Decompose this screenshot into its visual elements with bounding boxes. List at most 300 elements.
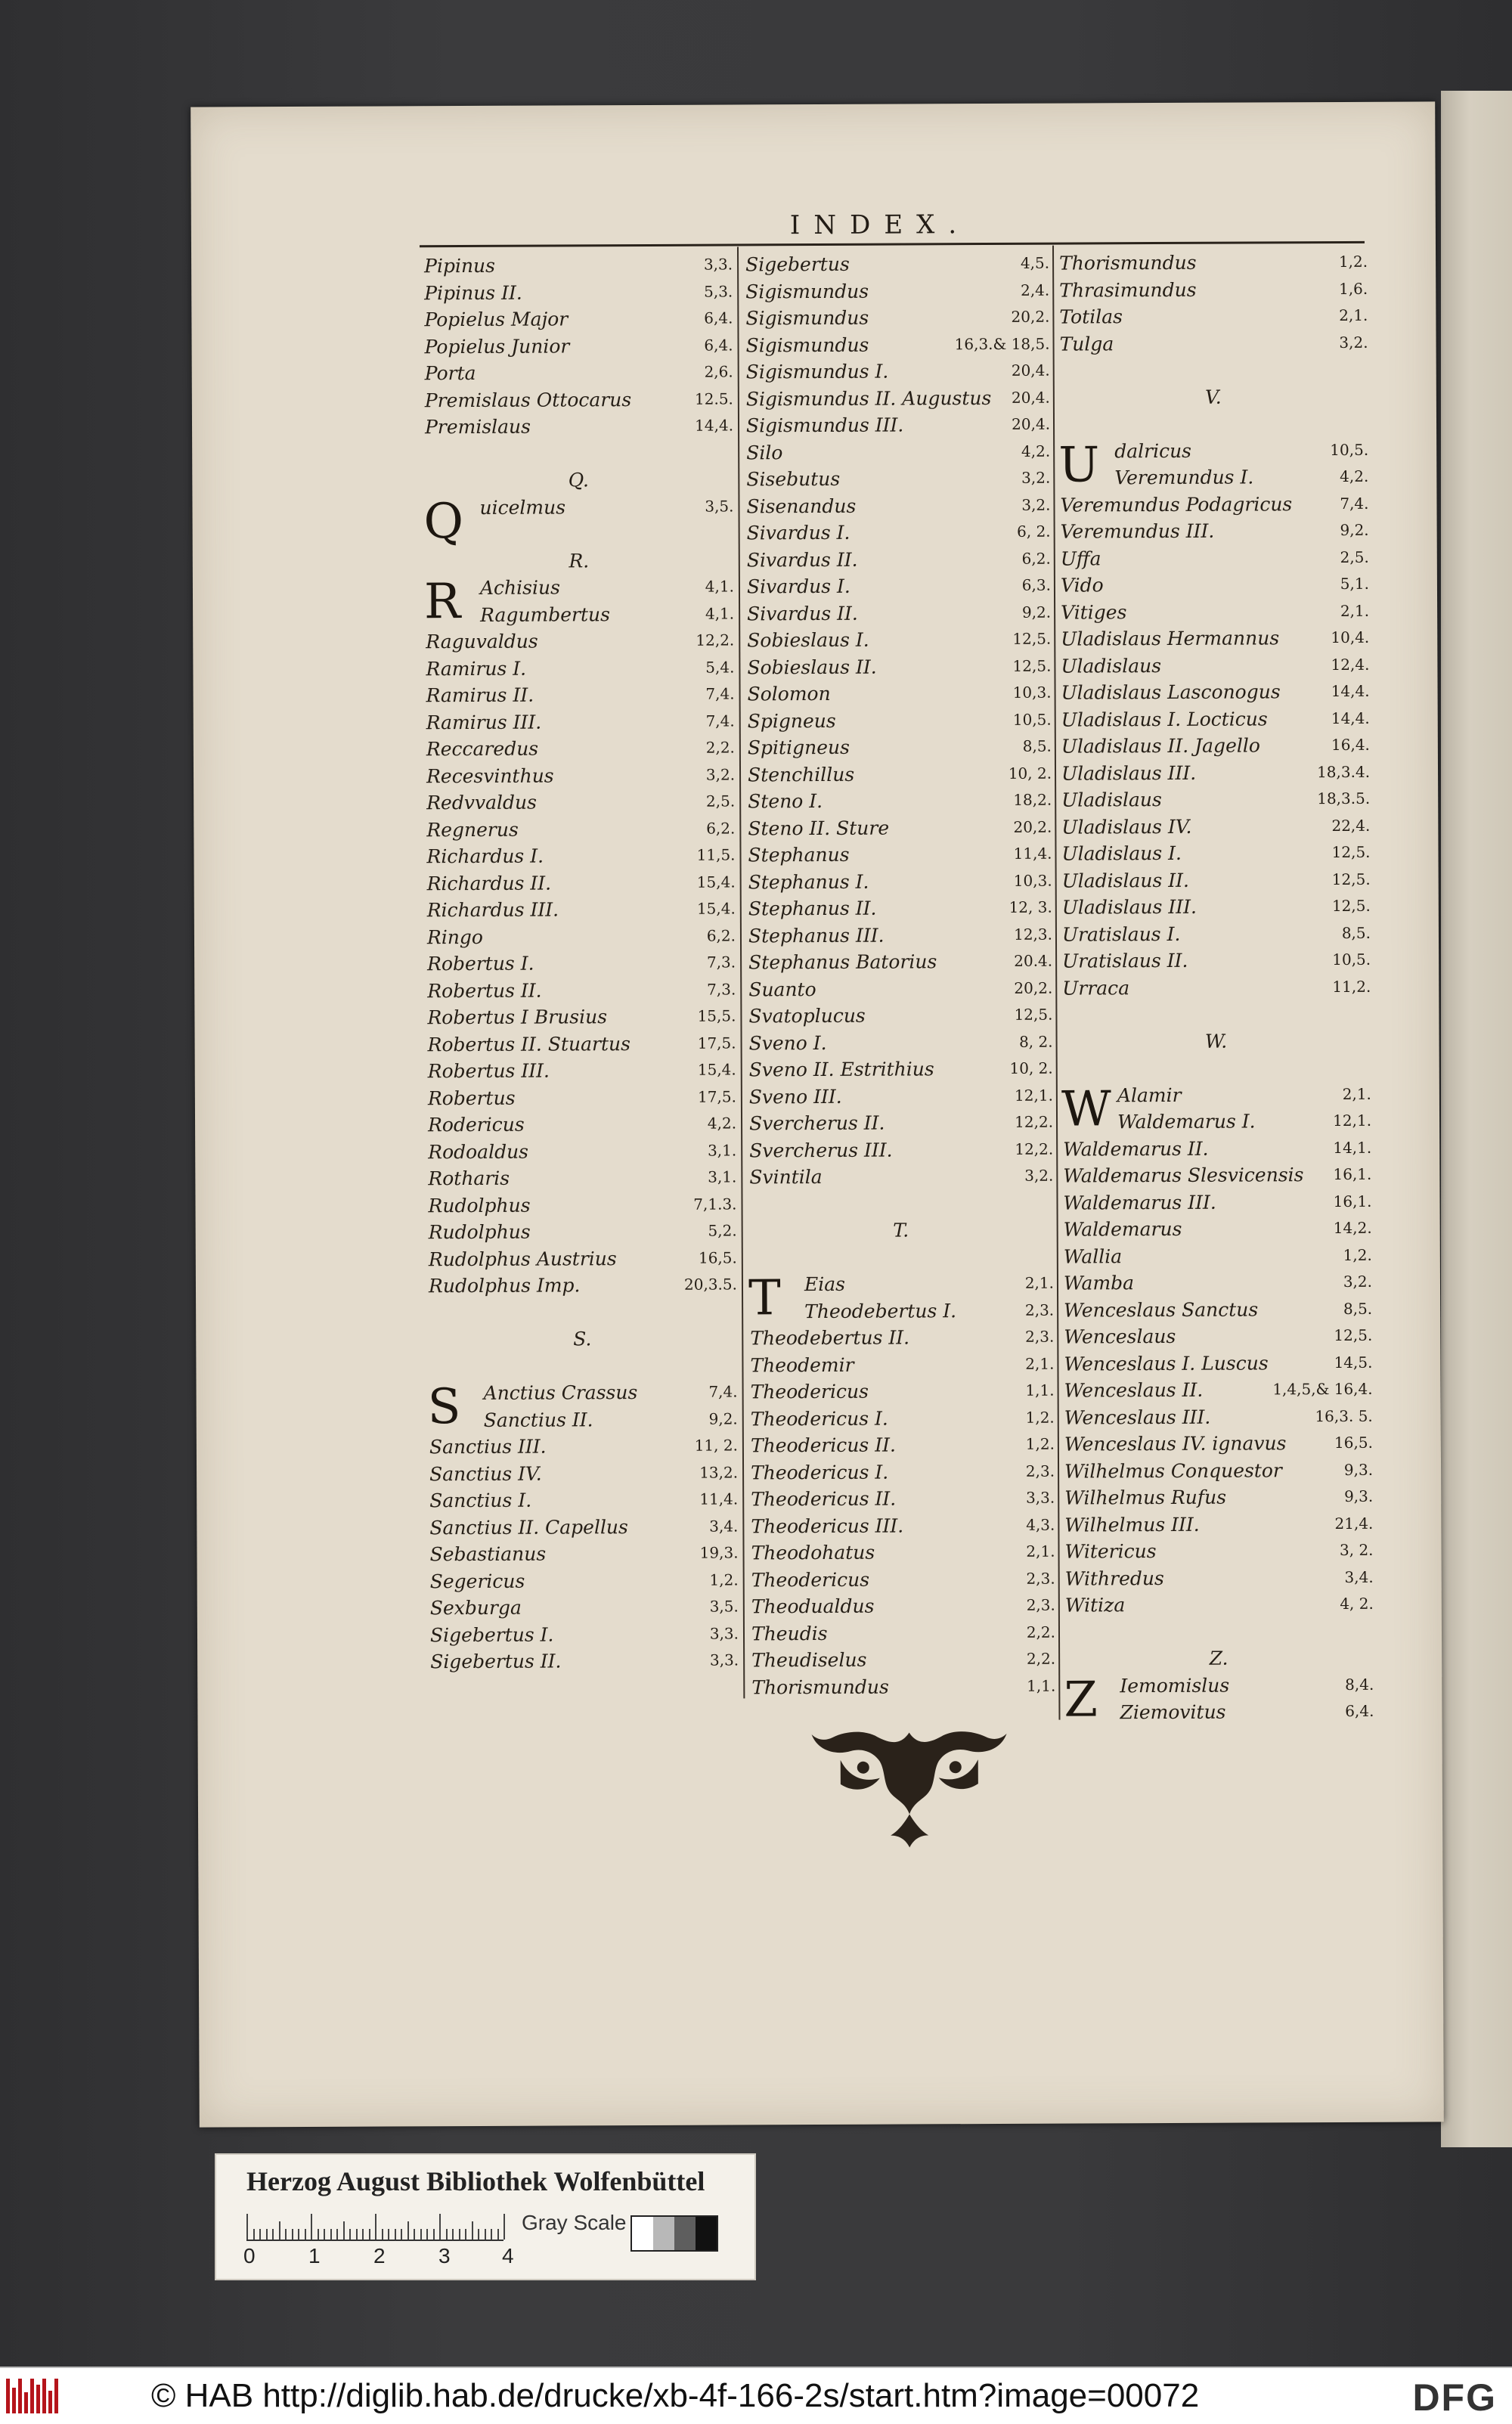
ruler-tick xyxy=(388,2229,389,2240)
index-entry xyxy=(423,976,739,1004)
entry-page-ref: 18,3.4. xyxy=(1316,762,1371,781)
entry-name: Svercherus II. xyxy=(748,1111,885,1135)
letter-heading-text: R. xyxy=(569,549,590,572)
index-entry xyxy=(744,894,1055,922)
spacer xyxy=(1061,1617,1377,1645)
index-entry xyxy=(745,1324,1057,1352)
entry-page-ref: 2,5. xyxy=(1340,547,1369,566)
spacer xyxy=(745,1243,1057,1271)
index-entry xyxy=(1057,812,1373,840)
entry-page-ref: 3,4. xyxy=(709,1516,739,1536)
index-entry xyxy=(743,706,1055,734)
entry-name: Redvvaldus xyxy=(426,791,537,814)
entry-name: Raguvaldus xyxy=(426,630,538,653)
entry-name: Sveno II. Estrithius xyxy=(748,1058,934,1081)
entry-name: Rodoaldus xyxy=(428,1140,529,1163)
index-entry xyxy=(423,869,739,897)
entry-page-ref: 3,3. xyxy=(1025,1488,1055,1507)
entry-page-ref: 10,4. xyxy=(1331,628,1370,647)
entry-page-ref: 4,3. xyxy=(1026,1515,1055,1534)
entry-name: Rudolphus Imp. xyxy=(428,1274,581,1297)
entry-page-ref: 2,2. xyxy=(1026,1649,1056,1668)
entry-page-ref: 14,1. xyxy=(1333,1138,1372,1157)
entry-page-ref: 3,3. xyxy=(703,255,733,274)
index-entry xyxy=(743,760,1055,788)
index-entry xyxy=(743,814,1055,842)
entry-name: Segericus xyxy=(429,1570,525,1592)
ruler-tick xyxy=(369,2229,370,2240)
ruler-number: 3 xyxy=(438,2244,451,2267)
entry-name: Uffa xyxy=(1060,547,1101,570)
entry-page-ref: 4,2. xyxy=(1021,442,1051,460)
entry-page-ref: 4, 2. xyxy=(1340,1594,1374,1613)
entry-page-ref: 12, 3. xyxy=(1009,897,1052,916)
entry-page-ref: 20,3.5. xyxy=(683,1275,738,1294)
index-entry xyxy=(745,1082,1056,1110)
entry-page-ref: 20,2. xyxy=(1013,817,1052,836)
entry-page-ref: 6,2. xyxy=(706,925,736,945)
entry-page-ref: 12,3. xyxy=(1014,925,1053,944)
index-entry xyxy=(745,1028,1056,1056)
entry-name: Popielus Major xyxy=(424,308,569,331)
entry-name: Svintila xyxy=(749,1165,823,1189)
entry-page-ref: 12,2. xyxy=(1015,1112,1054,1131)
index-entry xyxy=(1055,329,1371,357)
entry-name: Richardus II. xyxy=(426,872,552,894)
ruler-tick xyxy=(503,2214,505,2240)
entry-name: Wamba xyxy=(1063,1272,1135,1294)
library-name: Herzog August Bibliothek Wolfenbüttel xyxy=(246,2166,705,2196)
index-entry xyxy=(1059,1295,1375,1323)
entry-page-ref: 2,1. xyxy=(1026,1542,1055,1561)
entry-name: Stenchillus xyxy=(747,763,855,786)
index-column-3 xyxy=(1055,249,1377,1726)
entry-name: Achisius xyxy=(479,576,560,599)
letter-heading xyxy=(745,1217,1057,1245)
ruler-tick xyxy=(311,2214,312,2240)
index-entry xyxy=(424,1245,740,1272)
entry-page-ref: 3, 2. xyxy=(1339,1540,1374,1559)
ruler-tick xyxy=(382,2229,383,2240)
grayscale-label: Gray Scale xyxy=(522,2211,627,2234)
index-entry xyxy=(1060,1430,1376,1458)
entry-page-ref: 16,1. xyxy=(1333,1164,1372,1184)
entry-name: Sigebertus xyxy=(745,253,850,276)
ruler-tick xyxy=(446,2229,448,2240)
spacer xyxy=(424,1352,740,1380)
index-entry xyxy=(1058,893,1374,921)
index-column-2 xyxy=(741,250,1058,1701)
index-entry xyxy=(423,1056,739,1084)
ruler-tick xyxy=(305,2229,306,2240)
index-entry xyxy=(423,1030,739,1058)
entry-page-ref: 3,3. xyxy=(709,1651,739,1669)
entry-name: Suanto xyxy=(748,978,816,1000)
index-entry xyxy=(1060,1456,1376,1484)
entry-name: Reccaredus xyxy=(426,737,539,761)
entry-name: Ragumbertus xyxy=(480,603,611,626)
index-entry xyxy=(1058,1188,1374,1216)
index-entry xyxy=(425,1406,741,1434)
entry-page-ref: 16,5. xyxy=(698,1248,737,1267)
entry-name: Premislaus xyxy=(424,415,531,439)
index-entry xyxy=(1060,1376,1376,1404)
ornament-icon xyxy=(810,1725,1009,1849)
entry-page-ref: 12,5. xyxy=(1334,1325,1373,1345)
ruler-tick xyxy=(485,2229,486,2240)
entry-page-ref: 20,4. xyxy=(1011,361,1050,380)
index-entry xyxy=(1056,517,1372,545)
index-entry xyxy=(423,949,739,977)
entry-page-ref: 1,4,5,& 16,4. xyxy=(1272,1379,1373,1399)
entry-page-ref: 2,1. xyxy=(1024,1273,1055,1292)
index-entry xyxy=(426,1620,742,1648)
entry-page-ref: 6, 2. xyxy=(1017,522,1051,541)
entry-page-ref: 7,1.3. xyxy=(693,1194,737,1214)
ruler-tick xyxy=(279,2221,280,2240)
entry-page-ref: 4,2. xyxy=(1340,467,1369,485)
entry-name: Uladislaus III. xyxy=(1061,895,1198,919)
entry-name: Sveno I. xyxy=(748,1031,827,1054)
index-entry xyxy=(747,1565,1058,1593)
entry-name: Uladislaus Hermannus xyxy=(1061,627,1280,650)
entry-page-ref: 16,3.& 18,5. xyxy=(954,334,1050,353)
entry-name: Theodericus II. xyxy=(751,1487,897,1511)
entry-page-ref: 2,5. xyxy=(705,792,736,811)
index-entry xyxy=(423,1137,739,1165)
index-entry xyxy=(425,1513,741,1541)
ruler-tick xyxy=(401,2229,402,2240)
ruler-tick xyxy=(478,2229,479,2240)
entry-page-ref: 1,2. xyxy=(1025,1408,1055,1427)
entry-page-ref: 12,5. xyxy=(1331,896,1371,916)
entry-name: Popielus Junior xyxy=(424,334,570,358)
entry-page-ref: 3,1. xyxy=(707,1140,737,1160)
ruler-tick xyxy=(318,2229,319,2240)
ruler-tick xyxy=(420,2229,422,2240)
index-entry xyxy=(423,1164,739,1192)
entry-page-ref: 16,3. 5. xyxy=(1315,1406,1373,1425)
drop-capital: R xyxy=(423,574,461,631)
index-entry xyxy=(1058,866,1374,894)
entry-name: Theudis xyxy=(751,1622,828,1644)
entry-page-ref: 10,3. xyxy=(1013,871,1052,890)
entry-page-ref: 10,5. xyxy=(1332,950,1371,969)
entry-name: Steno II. Sture xyxy=(748,817,890,839)
entry-name: Uladislaus II. Jagello xyxy=(1061,734,1260,758)
index-entry xyxy=(421,600,737,628)
index-entry xyxy=(422,708,738,736)
entry-page-ref: 4,1. xyxy=(705,577,735,596)
entry-page-ref: 12,5. xyxy=(1012,629,1052,648)
entry-page-ref: 11,4. xyxy=(699,1489,739,1508)
entry-page-ref: 1,2. xyxy=(1338,252,1368,271)
entry-name: Rudolphus Austrius xyxy=(428,1247,617,1270)
entry-page-ref: 11,5. xyxy=(696,845,736,864)
entry-page-ref: 9,3. xyxy=(1343,1460,1374,1479)
entry-page-ref: 3,5. xyxy=(709,1597,739,1616)
entry-name: Sanctius I. xyxy=(429,1489,532,1512)
entry-name: Spitigneus xyxy=(747,736,850,759)
index-entry xyxy=(421,654,737,682)
entry-name: Sanctius IV. xyxy=(429,1462,542,1485)
entry-name: Robertus I Brusius xyxy=(427,1006,608,1029)
ruler-tick xyxy=(246,2214,248,2240)
entry-page-ref: 14,4. xyxy=(695,416,734,435)
index-entry xyxy=(1058,1108,1374,1136)
entry-page-ref: 4,2. xyxy=(707,1114,737,1133)
entry-name: Sigismundus xyxy=(745,333,869,356)
entry-name: Regnerus xyxy=(426,818,519,841)
entry-name: Waldemarus Slesvicensis xyxy=(1063,1164,1304,1187)
index-entry xyxy=(1056,571,1372,599)
ruler-number: 0 xyxy=(243,2244,256,2267)
entry-page-ref: 17,5. xyxy=(697,1086,736,1106)
index-entry xyxy=(1061,1564,1377,1592)
index-entry xyxy=(1057,758,1373,786)
letter-heading xyxy=(1055,383,1371,411)
header-rule xyxy=(420,241,1365,247)
copyright-url[interactable]: © HAB http://diglib.hab.de/drucke/xb-4f-166-2s/start.htm?image=00072 xyxy=(151,2377,1200,2414)
scale-ruler xyxy=(246,2209,503,2241)
entry-name: Veremundus I. xyxy=(1114,466,1254,489)
entry-page-ref: 15,4. xyxy=(696,899,736,918)
entry-name: Robertus II. Stuartus xyxy=(427,1032,631,1055)
entry-name: Wenceslaus IV. ignavus xyxy=(1064,1432,1287,1455)
entry-page-ref: 7,4. xyxy=(708,1382,738,1401)
index-entry xyxy=(422,842,738,869)
entry-page-ref: 17,5. xyxy=(697,1033,736,1052)
ruler-number: 1 xyxy=(308,2244,321,2267)
entry-page-ref: 2,3. xyxy=(1024,1300,1055,1319)
entry-name: Sigismundus III. xyxy=(745,414,904,437)
entry-name: Waldemarus II. xyxy=(1063,1137,1209,1161)
index-entry xyxy=(1058,947,1374,975)
index-entry xyxy=(420,305,736,333)
drop-capital: Q xyxy=(423,493,464,550)
entry-page-ref: 7,4. xyxy=(705,711,735,730)
entry-name: Thrasimundus xyxy=(1059,278,1197,302)
ruler-tick xyxy=(336,2229,338,2240)
entry-name: Anctius Crassus xyxy=(483,1381,638,1404)
entry-page-ref: 6,4. xyxy=(1345,1701,1374,1720)
entry-page-ref: 20,4. xyxy=(1012,414,1051,433)
ruler-tick xyxy=(330,2229,332,2240)
index-entry xyxy=(742,572,1054,600)
entry-name: Witericus xyxy=(1064,1540,1157,1563)
entry-name: Wallia xyxy=(1063,1245,1123,1268)
entry-page-ref: 2,2. xyxy=(1026,1623,1056,1641)
entry-name: Sigismundus xyxy=(745,306,869,330)
entry-page-ref: 2,1. xyxy=(1340,601,1370,620)
entry-name: Solomon xyxy=(747,682,831,705)
index-entry xyxy=(742,491,1053,519)
entry-name: Uladislaus II. xyxy=(1061,869,1189,892)
index-entry xyxy=(424,1271,740,1299)
entry-name: Ramirus II. xyxy=(426,683,534,707)
entry-name: Theodualdus xyxy=(751,1595,875,1618)
index-entry xyxy=(420,332,736,360)
index-entry xyxy=(1055,463,1371,491)
entry-name: Rodericus xyxy=(427,1113,525,1136)
entry-name: Wilhelmus III. xyxy=(1064,1513,1200,1536)
entry-name: Uladislaus I. Locticus xyxy=(1061,707,1268,731)
index-entry xyxy=(742,438,1053,466)
entry-page-ref: 3,2. xyxy=(1339,333,1368,352)
entry-page-ref: 6,2. xyxy=(706,818,736,838)
entry-name: Waldemarus I. xyxy=(1117,1110,1256,1133)
spacer xyxy=(1058,1054,1374,1082)
index-entry xyxy=(742,599,1054,627)
entry-page-ref: 9,2. xyxy=(708,1409,738,1428)
entry-page-ref: 20.4. xyxy=(1014,951,1053,970)
entry-page-ref: 3,2. xyxy=(705,764,736,784)
entry-name: Uladislaus xyxy=(1061,654,1162,677)
entry-page-ref: 1,2. xyxy=(709,1570,739,1589)
entry-name: Ramirus I. xyxy=(426,657,527,680)
entry-page-ref: 7,4. xyxy=(1340,494,1369,513)
ruler-tick xyxy=(452,2229,454,2240)
entry-page-ref: 7,3. xyxy=(707,979,736,999)
entry-page-ref: 7,4. xyxy=(705,684,735,703)
ruler-tick xyxy=(426,2229,428,2240)
letter-heading-text: S. xyxy=(573,1328,592,1350)
index-entry xyxy=(423,895,739,923)
ruler-tick xyxy=(439,2214,441,2240)
index-entry xyxy=(421,627,737,655)
index-entry xyxy=(420,278,736,306)
index-entry xyxy=(745,1163,1056,1191)
index-entry xyxy=(423,1003,739,1031)
entry-name: Vitiges xyxy=(1061,600,1127,624)
index-entry xyxy=(745,1109,1056,1137)
index-entry xyxy=(423,1083,739,1111)
index-entry xyxy=(1058,1161,1374,1189)
entry-page-ref: 14,4. xyxy=(1331,681,1370,701)
entry-name: Pipinus xyxy=(424,254,496,277)
letter-heading xyxy=(1061,1644,1377,1672)
letter-heading-text: Q. xyxy=(568,469,589,491)
entry-name: Totilas xyxy=(1059,305,1123,328)
entry-name: Stephanus II. xyxy=(748,897,877,920)
letter-heading xyxy=(1058,1027,1374,1055)
entry-page-ref: 22,4. xyxy=(1331,816,1371,835)
entry-page-ref: 6,3. xyxy=(1021,575,1051,594)
entry-name: Svercherus III. xyxy=(749,1139,893,1161)
entry-name: Uladislaus IV. xyxy=(1061,815,1192,838)
entry-page-ref: 12,5. xyxy=(1012,656,1052,675)
entry-name: Uladislaus I. xyxy=(1061,842,1182,865)
index-entry xyxy=(1055,302,1371,330)
entry-name: Sigismundus xyxy=(745,280,869,302)
index-entry xyxy=(1056,678,1372,706)
index-entry xyxy=(744,948,1055,976)
index-entry xyxy=(1058,919,1374,947)
entry-page-ref: 5,3. xyxy=(704,281,733,301)
entry-name: Theodemir xyxy=(750,1353,854,1376)
index-entry xyxy=(1055,275,1371,303)
letter-heading xyxy=(421,547,737,575)
index-entry xyxy=(420,493,736,550)
entry-page-ref: 2,1. xyxy=(1339,305,1368,324)
entry-page-ref: 16,5. xyxy=(1334,1433,1373,1452)
entry-name: Sobieslaus I. xyxy=(747,628,869,652)
ruler-tick xyxy=(472,2221,473,2240)
index-entry xyxy=(1060,1510,1376,1538)
index-entry xyxy=(423,1191,739,1219)
index-entry xyxy=(744,975,1055,1003)
index-entry xyxy=(422,788,738,816)
index-entry xyxy=(1055,249,1371,277)
entry-page-ref: 16,4. xyxy=(1331,735,1370,755)
entry-name: Wenceslaus Sanctus xyxy=(1064,1297,1259,1322)
entry-name: Rotharis xyxy=(428,1167,510,1190)
entry-name: Waldemarus III. xyxy=(1063,1191,1216,1214)
entry-name: Stephanus xyxy=(748,843,850,866)
index-entry xyxy=(741,330,1052,358)
entry-name: Robertus III. xyxy=(427,1059,550,1083)
index-entry xyxy=(426,1567,742,1595)
index-entry xyxy=(746,1539,1058,1567)
entry-page-ref: 12,1. xyxy=(1333,1111,1372,1130)
entry-page-ref: 7,3. xyxy=(706,953,736,972)
entry-name: Sigismundus II. Augustus xyxy=(745,386,992,410)
ruler-tick xyxy=(395,2229,396,2240)
ruler-tick xyxy=(272,2229,274,2240)
entry-page-ref: 15,4. xyxy=(696,872,736,891)
index-entry xyxy=(1059,1215,1375,1243)
entry-page-ref: 8,4. xyxy=(1345,1675,1374,1694)
entry-page-ref: 13,2. xyxy=(699,1462,739,1482)
entry-page-ref: 6,4. xyxy=(704,335,733,355)
ruler-tick xyxy=(459,2229,460,2240)
index-entry xyxy=(1055,490,1371,518)
index-entry xyxy=(1058,973,1374,1001)
entry-page-ref: 18,2. xyxy=(1013,790,1052,809)
entry-name: Svatoplucus xyxy=(748,1004,866,1028)
entry-name: Wilhelmus Rufus xyxy=(1064,1486,1227,1509)
index-entry xyxy=(746,1431,1058,1459)
index-entry xyxy=(426,1593,742,1621)
entry-name: Veremundus III. xyxy=(1060,519,1215,543)
entry-name: Theodebertus II. xyxy=(750,1326,910,1350)
entry-page-ref: 2,3. xyxy=(1025,1462,1055,1480)
index-entry xyxy=(1061,1591,1377,1619)
entry-page-ref: 12,2. xyxy=(1015,1139,1054,1158)
index-entry xyxy=(420,251,736,279)
index-entry xyxy=(1061,1698,1377,1726)
drop-capital: U xyxy=(1058,436,1100,494)
index-entry xyxy=(1056,544,1372,572)
index-entry xyxy=(746,1511,1058,1539)
ruler-tick xyxy=(362,2229,364,2240)
entry-page-ref: 16,1. xyxy=(1333,1192,1372,1210)
entry-name: Sebastianus xyxy=(429,1542,547,1566)
entry-name: Uladislaus Lasconogus xyxy=(1061,680,1281,704)
entry-page-ref: 19,3. xyxy=(699,1543,739,1562)
entry-name: Waldemarus xyxy=(1063,1217,1182,1241)
entry-name: Uladislaus xyxy=(1061,789,1162,811)
entry-name: Theodebertus I. xyxy=(804,1299,957,1322)
entry-page-ref: 18,3.5. xyxy=(1317,789,1371,808)
spacer xyxy=(1058,1000,1374,1028)
drop-capital: W xyxy=(1061,1080,1111,1138)
letter-heading xyxy=(424,1325,740,1353)
entry-page-ref: 9,2. xyxy=(1340,520,1369,539)
entry-name: Alamir xyxy=(1117,1083,1182,1106)
entry-name: Stephanus Batorius xyxy=(748,950,937,974)
index-entry xyxy=(746,1485,1058,1513)
